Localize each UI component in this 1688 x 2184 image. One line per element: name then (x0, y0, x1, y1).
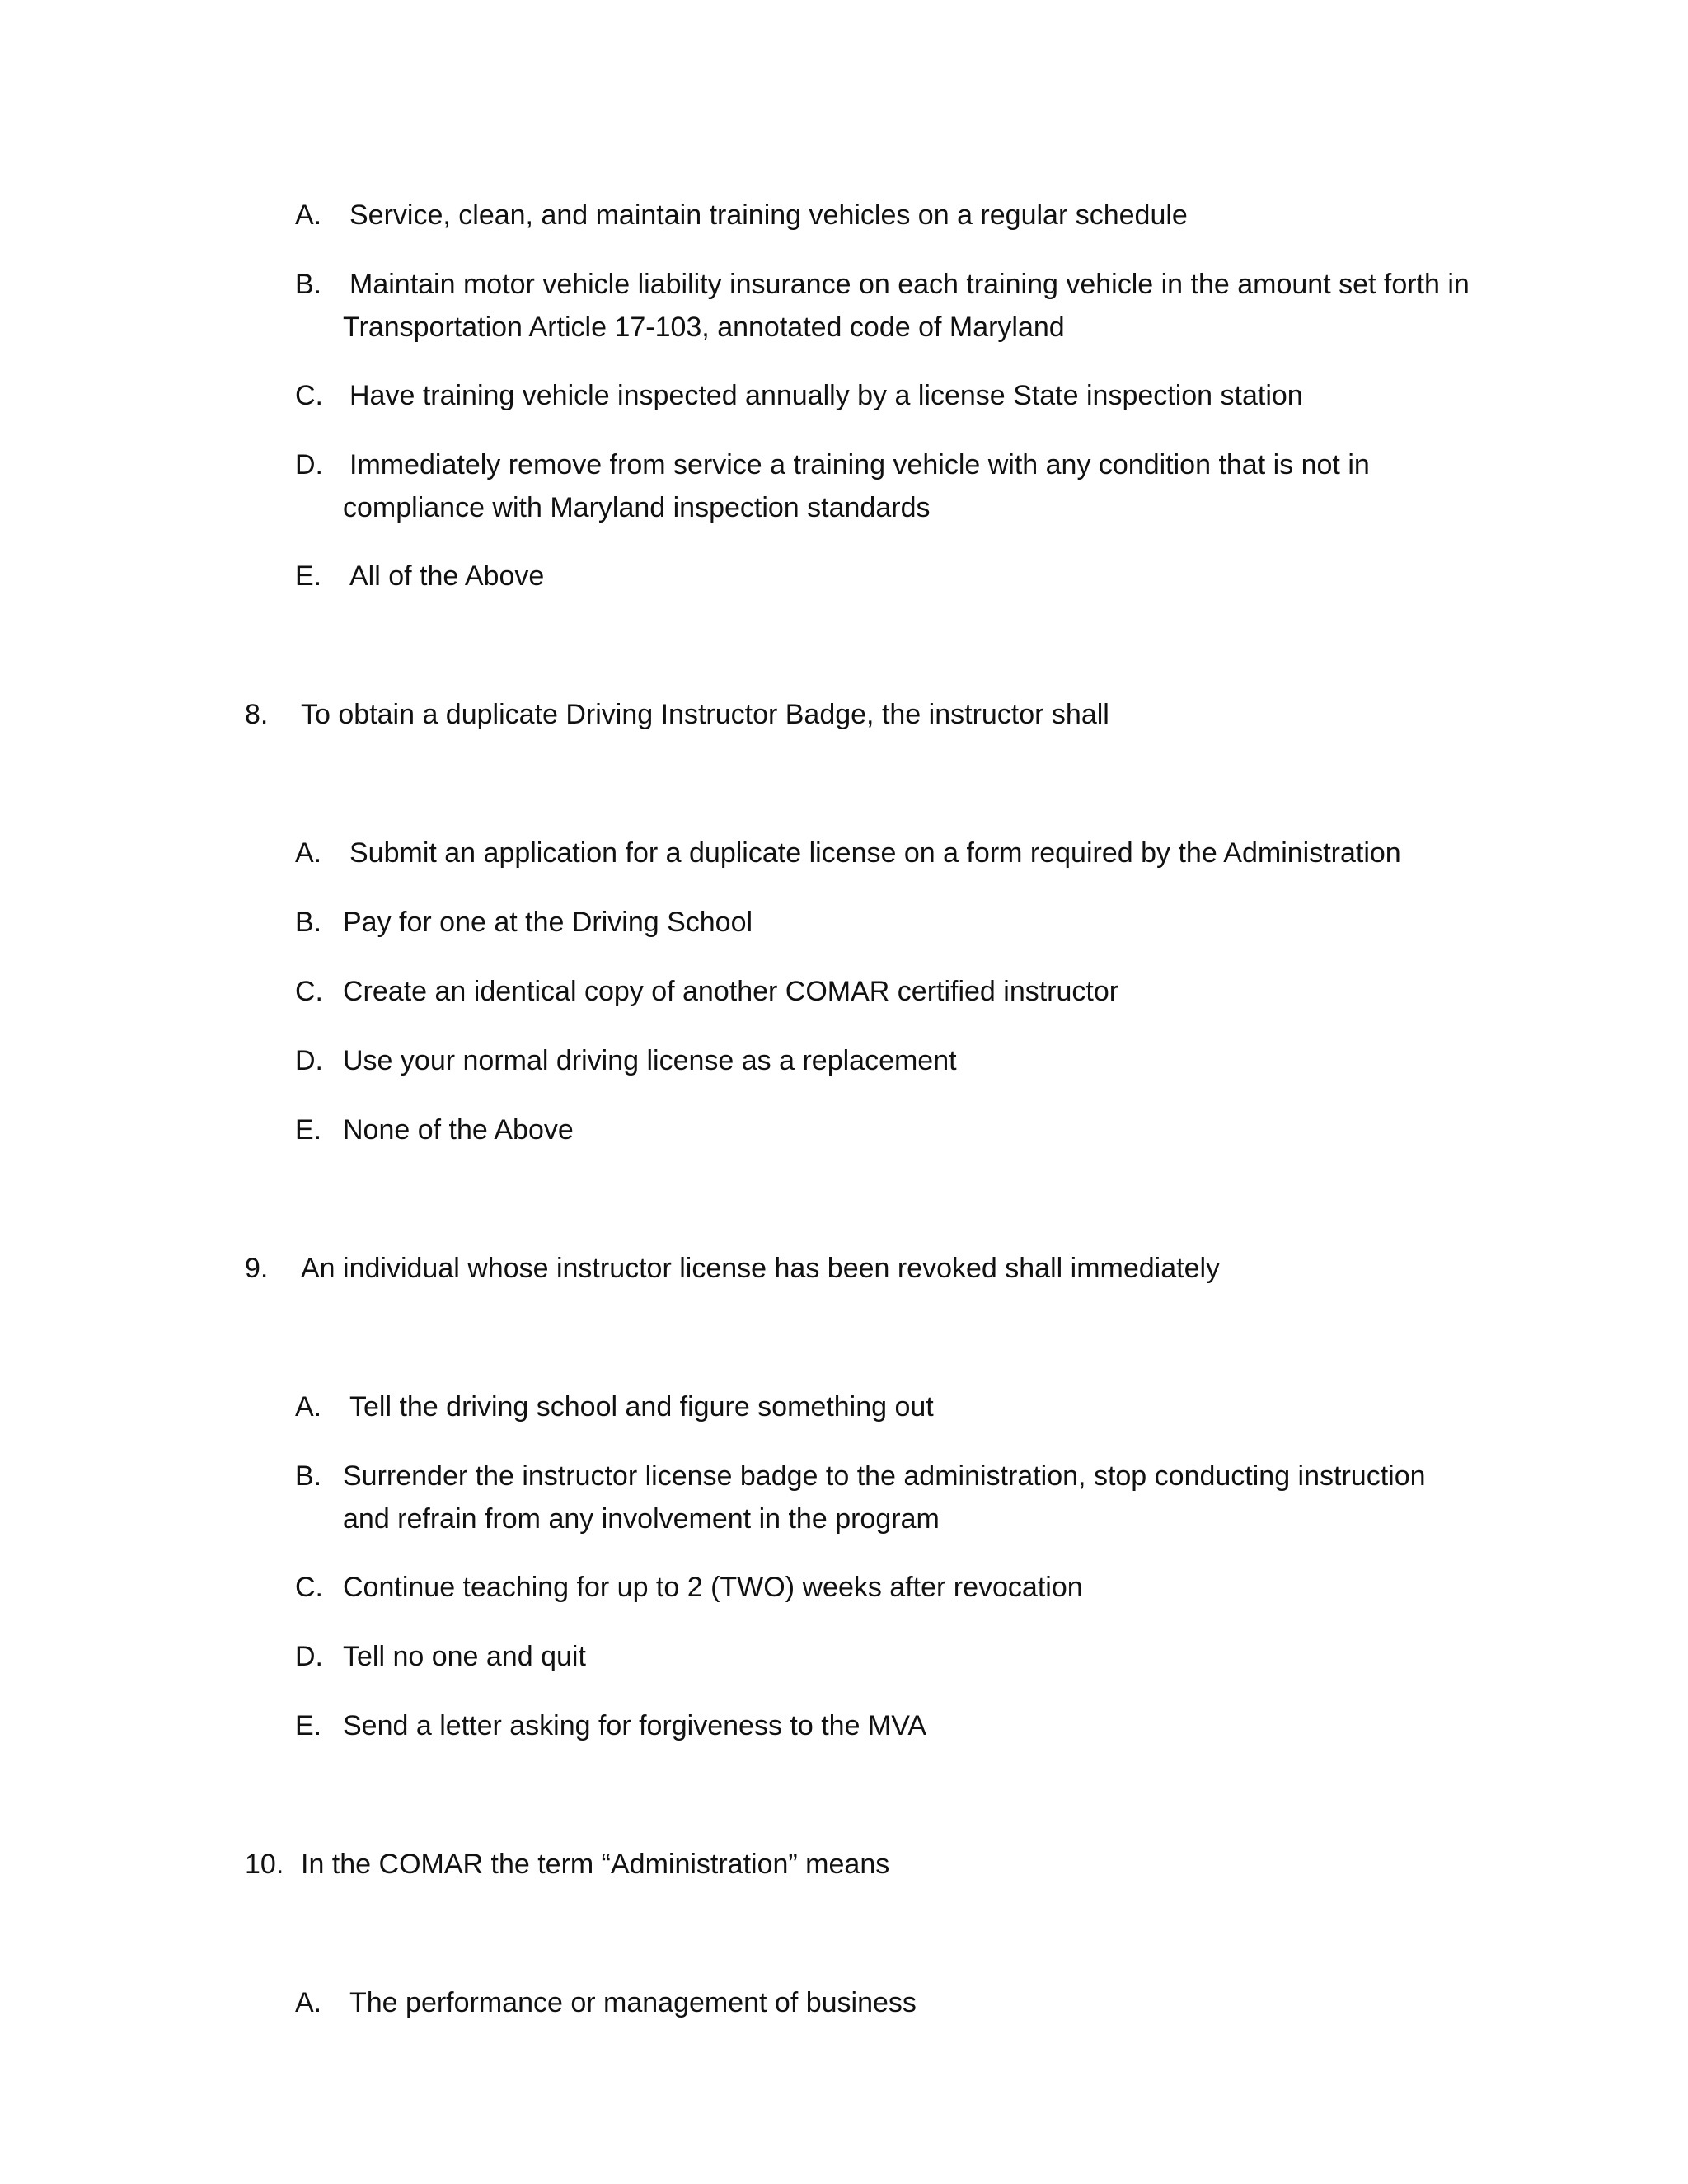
q7-option-d-continued: compliance with Maryland inspection standards (343, 492, 931, 523)
option-letter: D. (295, 449, 323, 480)
option-text: Have training vehicle inspected annually by a license State inspection station (349, 380, 1303, 411)
option-text: Create an identical copy of another COMAR certified instructor (343, 976, 1119, 1007)
option-text: None of the Above (343, 1114, 574, 1146)
question-number: 9. (245, 1253, 269, 1284)
option-letter: E. (295, 1710, 322, 1741)
option-letter: E. (295, 560, 322, 592)
option-text: Tell no one and quit (343, 1641, 586, 1672)
option-text: Service, clean, and maintain training vehicles on a regular schedule (349, 199, 1188, 231)
option-letter: B. (295, 1460, 322, 1492)
option-text: Continue teaching for up to 2 (TWO) weeks after revocation (343, 1572, 1083, 1603)
option-text: Surrender the instructor license badge to the administration, stop conducting instruction (343, 1460, 1426, 1492)
option-letter: C. (295, 1572, 323, 1603)
option-letter: A. (295, 837, 322, 869)
question-text: An individual whose instructor license has been revoked shall immediately (301, 1253, 1221, 1284)
option-text: All of the Above (349, 560, 545, 592)
option-text: The performance or management of business (349, 1987, 917, 2018)
option-letter: A. (295, 1391, 322, 1422)
question-text: In the COMAR the term “Administration” means (301, 1849, 890, 1880)
question-number: 8. (245, 699, 269, 730)
option-letter: B. (295, 907, 322, 938)
option-text: Submit an application for a duplicate license on a form required by the Administration (349, 837, 1401, 869)
q7-option-b-continued: Transportation Article 17-103, annotated code of Maryland (343, 312, 1065, 343)
option-text: Use your normal driving license as a replacement (343, 1045, 957, 1076)
option-text: Pay for one at the Driving School (343, 907, 753, 938)
option-letter: A. (295, 199, 322, 231)
option-text: Tell the driving school and figure something out (349, 1391, 934, 1422)
q9-option-b-continued: and refrain from any involvement in the program (343, 1503, 940, 1535)
option-letter: B. (295, 269, 322, 300)
option-letter: D. (295, 1045, 323, 1076)
option-letter: C. (295, 380, 323, 411)
option-text: Maintain motor vehicle liability insurance on each training vehicle in the amount set forth in (349, 269, 1470, 300)
option-text: Immediately remove from service a training vehicle with any condition that is not in (349, 449, 1370, 480)
option-text: Send a letter asking for forgiveness to the MVA (343, 1710, 927, 1741)
question-text: To obtain a duplicate Driving Instructor Badge, the instructor shall (301, 699, 1109, 730)
option-letter: C. (295, 976, 323, 1007)
option-letter: D. (295, 1641, 323, 1672)
option-letter: E. (295, 1114, 322, 1146)
option-letter: A. (295, 1987, 322, 2018)
question-number: 10. (245, 1849, 284, 1880)
